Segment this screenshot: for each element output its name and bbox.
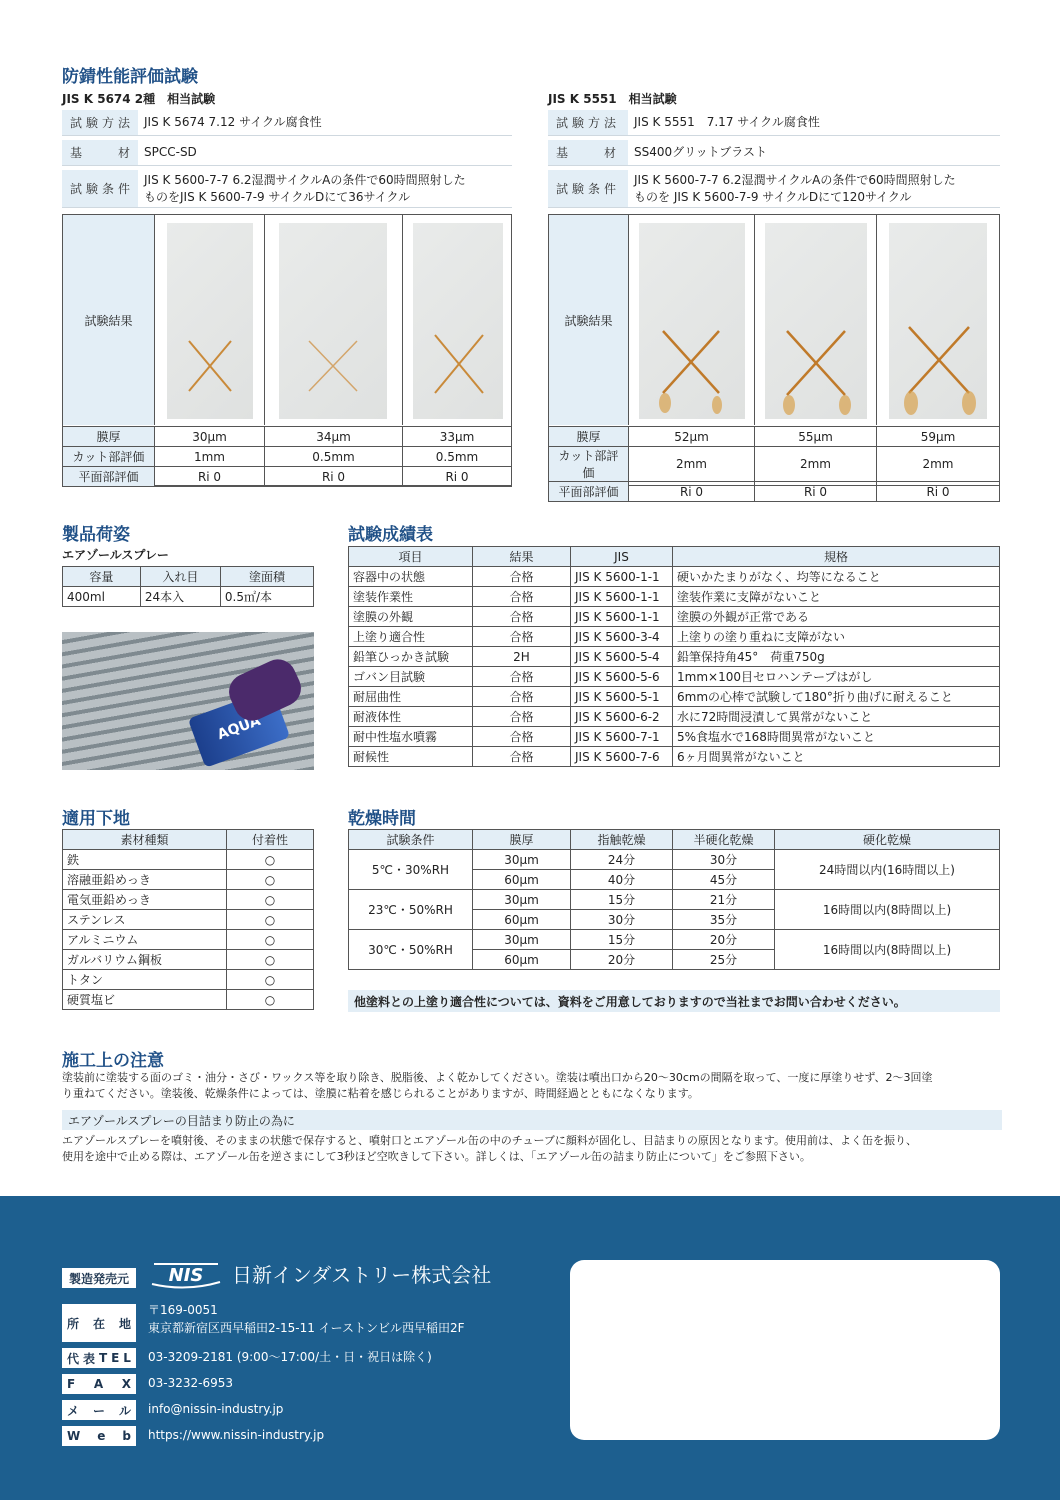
left-specimen-1 <box>155 215 265 425</box>
table-row: カット部評価 2mm 2mm 2mm <box>549 447 1000 482</box>
left-condition-row <box>62 170 512 208</box>
table-row: 電気亜鉛めっき ○ <box>63 890 314 910</box>
tel-value: 03-3209-2181 (9:00～17:00/土・日・祝日は除く) <box>148 1350 432 1364</box>
right-specimen-2 <box>755 215 877 425</box>
right-standard: JIS K 5551 相当試験 <box>548 92 677 106</box>
rust-cross-mark <box>889 223 987 419</box>
right-condition-line1: JIS K 5600-7-7 6.2湿潤サイクルAの条件で60時間照射した <box>634 172 956 187</box>
right-method-value: JIS K 5551 7.17 サイクル腐食性 <box>634 115 820 129</box>
table-row: 容量 入れ目 塗面積 <box>63 567 314 587</box>
company-name: 日新インダストリー株式会社 <box>232 1263 492 1287</box>
rust-cross-mark <box>279 223 387 419</box>
left-condition-line1: JIS K 5600-7-7 6.2湿潤サイクルAの条件で60時間照射した <box>144 172 466 187</box>
left-result-label: 試験結果 <box>63 215 155 425</box>
table-row: 塗膜の外観 合格 JIS K 5600-1-1 塗膜の外観が正常である <box>349 607 1000 627</box>
address: 東京都新宿区西早稲田2-15-11 イーストンビル西早稲田2F <box>148 1321 465 1335</box>
product-photo <box>62 632 314 770</box>
table-row: 試験条件 膜厚 指触乾燥 半硬化乾燥 硬化乾燥 <box>349 830 1000 850</box>
rust-cross-mark <box>167 223 253 419</box>
table-row: 5℃・30%RH 30μm 24分 30分 24時間以内(16時間以上) <box>349 850 1000 870</box>
maker-label: 製造発売元 <box>62 1268 136 1288</box>
table-row: 耐中性塩水噴霧 合格 JIS K 5600-7-1 5%食塩水で168時間異常がないこと <box>349 727 1000 747</box>
caution-text: 塗装前に塗装する面のゴミ・油分・さび・ワックス等を取り除き、脱脂後、よく乾かしてください。塗装は噴出口から20～30cmの間隔を取って、一度に厚塗りせず、2～3回塗 り重ねてください。塗装後、乾燥条件によっては、塗膜に粘着を感じられることがありますが、時間経過とともになくなります。 <box>62 1071 933 1100</box>
rust-cross-mark <box>413 223 503 419</box>
left-material-value: SPCC-SD <box>144 145 197 159</box>
table-row: 30℃・50%RH 30μm 15分 20分 16時間以内(8時間以上) <box>349 930 1000 950</box>
caution-subtitle: エアゾールスプレーの目詰まり防止の為に <box>62 1110 1002 1130</box>
substrate-table <box>62 829 314 1010</box>
right-condition-label: 試験条件 <box>548 170 628 207</box>
left-result-table <box>62 426 512 487</box>
drying-note: 他塗料との上塗り適合性については、資料をご用意しておりますので当社までお問い合わせください。 <box>348 990 1000 1012</box>
right-method-row <box>548 110 1000 136</box>
address-label: 所 在 地 <box>62 1304 136 1342</box>
table-row: 60μm 40分 45分 <box>349 870 1000 890</box>
right-result-table <box>548 426 1000 502</box>
fax-label: F A X <box>62 1374 136 1394</box>
table-row: ガルバリウム鋼板 ○ <box>63 950 314 970</box>
table-row: 膜厚 52μm 55μm 59μm <box>549 427 1000 447</box>
table-row: アルミニウム ○ <box>63 930 314 950</box>
right-method-label: 試験方法 <box>548 110 628 135</box>
rust-test-title: 防錆性能評価試験 <box>62 67 198 87</box>
table-row: 平面部評価 Ri 0 Ri 0 Ri 0 <box>549 482 1000 502</box>
table-row: 項目 結果 JIS 規格 <box>349 547 1000 567</box>
rust-cross-mark <box>765 223 867 419</box>
table-row: 容器中の状態 合格 JIS K 5600-1-1 硬いかたまりがなく、均等になること <box>349 567 1000 587</box>
left-material-row <box>62 140 512 166</box>
results-table <box>348 546 1000 767</box>
table-row: 耐屈曲性 合格 JIS K 5600-5-1 6mmの心棒で試験して180°折り曲げに耐えること <box>349 687 1000 707</box>
caution-text-2: エアゾールスプレーを噴射後、そのままの状態で保存すると、噴射口とエアゾール缶の中のチューブに顔料が固化し、目詰まりの原因となります。使用前は、よく缶を振り、 使用を途中で止める際は、エアゾール缶を逆さまにして3秒ほど空吹きして下さい。詳しくは、「エアゾール缶の詰まり防止について」をご参照下さい。 <box>62 1134 918 1163</box>
left-specimen-3 <box>403 215 513 425</box>
left-method-row <box>62 110 512 136</box>
fax-value: 03-3232-6953 <box>148 1376 234 1390</box>
table-row: 60μm 30分 35分 <box>349 910 1000 930</box>
substrate-title: 適用下地 <box>62 809 130 829</box>
mail-label: メ ー ル <box>62 1400 136 1420</box>
table-row: 塗装作業性 合格 JIS K 5600-1-1 塗装作業に支障がないこと <box>349 587 1000 607</box>
mail-link[interactable]: info@nissin-industry.jp <box>148 1402 284 1416</box>
table-row: 平面部評価 Ri 0 Ri 0 Ri 0 <box>63 467 512 487</box>
right-condition-line2: ものを JIS K 5600-7-9 サイクルDにて120サイクル <box>634 189 912 204</box>
left-standard: JIS K 5674 2種 相当試験 <box>62 92 216 106</box>
right-result-label: 試験結果 <box>549 215 629 425</box>
package-subtitle: エアゾールスプレー <box>62 548 169 562</box>
caution-title: 施工上の注意 <box>62 1051 164 1071</box>
table-row: 硬質塩ビ ○ <box>63 990 314 1010</box>
right-material-value: SS400グリットブラスト <box>634 145 767 159</box>
left-specimen-2 <box>265 215 403 425</box>
rust-cross-mark <box>639 223 745 419</box>
footer <box>0 1196 1060 1500</box>
drying-table <box>348 829 1000 970</box>
table-row: 60μm 20分 25分 <box>349 950 1000 970</box>
nis-logo: NIS <box>148 1260 224 1290</box>
right-specimen-1 <box>629 215 755 425</box>
left-method-value: JIS K 5674 7.12 サイクル腐食性 <box>144 115 322 129</box>
table-row: 鉛筆ひっかき試験 2H JIS K 5600-5-4 鉛筆保持角45° 荷重750g <box>349 647 1000 667</box>
web-link[interactable]: https://www.nissin-industry.jp <box>148 1428 325 1442</box>
left-material-label: 基 材 <box>62 140 138 165</box>
web-label: W e b <box>62 1426 136 1446</box>
postal-code: 〒169-0051 <box>148 1303 218 1317</box>
right-condition-row <box>548 170 1000 208</box>
package-table <box>62 566 314 607</box>
table-row: 23℃・50%RH 30μm 15分 21分 16時間以内(8時間以上) <box>349 890 1000 910</box>
table-row: 膜厚 30μm 34μm 33μm <box>63 427 512 447</box>
table-row: 溶融亜鉛めっき ○ <box>63 870 314 890</box>
right-material-row <box>548 140 1000 166</box>
table-row: 上塗り適合性 合格 JIS K 5600-3-4 上塗りの塗り重ねに支障がない <box>349 627 1000 647</box>
left-condition-line2: ものをJIS K 5600-7-9 サイクルDにて36サイクル <box>144 189 411 204</box>
table-row: ゴバン目試験 合格 JIS K 5600-5-6 1mm×100目セロハンテープはがし <box>349 667 1000 687</box>
left-method-label: 試験方法 <box>62 110 138 135</box>
right-specimen-3 <box>877 215 1001 425</box>
table-row: ステンレス ○ <box>63 910 314 930</box>
table-row: 400ml 24本入 0.5㎡/本 <box>63 587 314 607</box>
left-condition-label: 試験条件 <box>62 170 138 207</box>
results-title: 試験成績表 <box>348 525 433 545</box>
table-row: カット部評価 1mm 0.5mm 0.5mm <box>63 447 512 467</box>
table-row: 耐液体性 合格 JIS K 5600-6-2 水に72時間浸漬して異常がないこと <box>349 707 1000 727</box>
right-material-label: 基 材 <box>548 140 628 165</box>
tel-label: 代 表 T E L <box>62 1348 136 1368</box>
table-row: トタン ○ <box>63 970 314 990</box>
can-brand-text: AQUA <box>215 712 263 744</box>
table-row: 鉄 ○ <box>63 850 314 870</box>
table-row: 素材種類 付着性 <box>63 830 314 850</box>
dealer-stamp-box <box>570 1260 1000 1440</box>
package-title: 製品荷姿 <box>62 525 130 545</box>
drying-title: 乾燥時間 <box>348 809 416 829</box>
table-row: 耐候性 合格 JIS K 5600-7-6 6ヶ月間異常がないこと <box>349 747 1000 767</box>
